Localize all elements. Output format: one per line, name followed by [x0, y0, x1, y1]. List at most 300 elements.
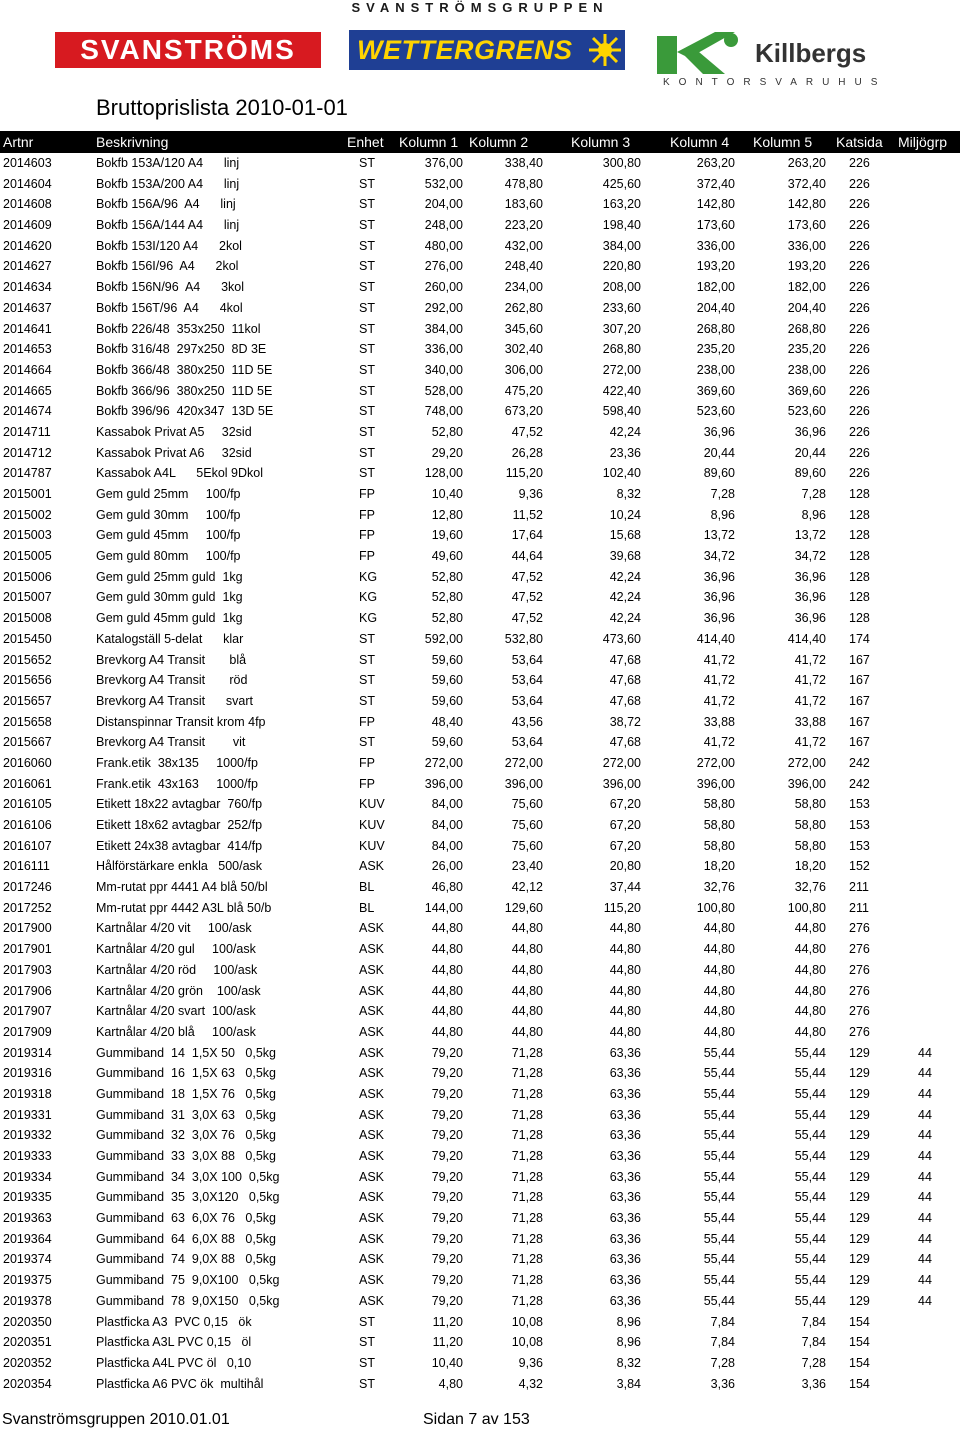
header-beskrivning: Beskrivning [96, 134, 169, 150]
cell-kolumn-1: 19,60 [431, 528, 463, 543]
table-row [0, 774, 960, 795]
cell-kolumn-3: 47,68 [609, 735, 641, 750]
cell-kolumn-3: 20,80 [609, 859, 641, 874]
cell-katsida: 276 [849, 962, 870, 977]
cell-kolumn-3: 63,36 [609, 1190, 641, 1205]
cell-artnr: 2015002 [3, 507, 52, 522]
table-row [0, 360, 960, 381]
cell-kolumn-2: 53,64 [511, 673, 543, 688]
cell-enhet: ASK [359, 1211, 385, 1226]
cell-beskrivning: Gummiband 78 9,0X150 0,5kg [96, 1293, 280, 1308]
cell-enhet: ST [359, 259, 375, 274]
cell-artnr: 2014641 [3, 321, 52, 336]
cell-kolumn-2: 71,28 [511, 1086, 543, 1101]
cell-kolumn-1: 48,40 [431, 714, 463, 729]
cell-beskrivning: Etikett 24x38 avtagbar 414/fp [96, 838, 263, 853]
table-row [0, 918, 960, 939]
cell-enhet: FP [359, 755, 375, 770]
table-row [0, 339, 960, 360]
header-artnr: Artnr [3, 134, 34, 150]
table-header [0, 131, 960, 153]
cell-katsida: 129 [849, 1086, 870, 1101]
cell-beskrivning: Bokfb 153A/200 A4 linj [96, 176, 240, 191]
cell-beskrivning: Distanspinnar Transit krom 4fp [96, 714, 266, 729]
cell-kolumn-1: 46,80 [431, 880, 463, 895]
cell-kolumn-4: 58,80 [703, 818, 735, 832]
cell-kolumn-1: 528,00 [424, 383, 463, 398]
cell-kolumn-5: 372,40 [787, 176, 826, 191]
cell-artnr: 2014711 [3, 424, 51, 439]
cell-kolumn-5: 44,80 [794, 1004, 826, 1019]
cell-kolumn-3: 67,20 [609, 818, 641, 832]
cell-kolumn-2: 43,56 [511, 714, 543, 729]
cell-kolumn-4: 55,44 [703, 1231, 735, 1246]
cell-kolumn-1: 12,80 [431, 507, 463, 522]
cell-katsida: 167 [849, 673, 870, 688]
table-row [0, 712, 960, 733]
cell-beskrivning: Plastficka A4L PVC öl 0,10 [96, 1355, 252, 1370]
cell-kolumn-4: 523,60 [696, 404, 735, 419]
cell-kolumn-3: 44,80 [609, 921, 641, 936]
cell-kolumn-4: 3,36 [710, 1376, 735, 1391]
cell-katsida: 226 [849, 362, 870, 377]
table-row [0, 1001, 960, 1022]
cell-beskrivning: Kassabok A4L 5Ekol 9Dkol [96, 466, 263, 481]
cell-beskrivning: Mm-rutat ppr 4442 A3L blå 50/b [96, 900, 272, 915]
cell-kolumn-4: 41,72 [703, 673, 735, 688]
cell-katsida: 276 [849, 1004, 870, 1019]
cell-kolumn-4: 55,44 [703, 1190, 735, 1205]
cell-kolumn-1: 79,20 [431, 1107, 463, 1122]
cell-kolumn-5: 55,44 [794, 1231, 826, 1246]
cell-kolumn-4: 41,72 [703, 652, 735, 667]
cell-kolumn-5: 55,44 [794, 1211, 826, 1226]
table-row [0, 960, 960, 981]
cell-beskrivning: Gummiband 14 1,5X 50 0,5kg [96, 1045, 276, 1060]
cell-kolumn-2: 71,28 [511, 1045, 543, 1060]
cell-beskrivning: Brevkorg A4 Transit röd [96, 673, 248, 688]
cell-kolumn-2: 47,52 [511, 569, 543, 584]
cell-kolumn-4: 55,44 [703, 1149, 735, 1163]
cell-kolumn-3: 23,36 [609, 445, 641, 460]
cell-katsida: 154 [849, 1355, 870, 1370]
cell-katsida: 276 [849, 1024, 870, 1039]
cell-kolumn-4: 7,28 [710, 1355, 735, 1370]
cell-kolumn-5: 36,96 [794, 424, 826, 439]
cell-artnr: 2014674 [3, 404, 52, 419]
cell-katsida: 211 [849, 900, 869, 915]
header-kolumn-2: Kolumn 2 [469, 134, 529, 150]
cell-katsida: 129 [849, 1149, 870, 1163]
cell-artnr: 2019363 [3, 1211, 52, 1226]
cell-kolumn-1: 748,00 [424, 404, 463, 419]
cell-kolumn-1: 79,20 [431, 1211, 463, 1226]
cell-kolumn-4: 44,80 [703, 921, 735, 936]
cell-artnr: 2014609 [3, 218, 52, 233]
cell-kolumn-5: 41,72 [794, 652, 826, 667]
cell-beskrivning: Kartnålar 4/20 blå 100/ask [96, 1024, 256, 1039]
cell-kolumn-3: 67,20 [609, 797, 641, 812]
cell-miljogrp: 44 [918, 1128, 932, 1143]
cell-artnr: 2015006 [3, 569, 52, 584]
cell-kolumn-5: 238,00 [787, 362, 826, 377]
cell-kolumn-5: 55,44 [794, 1190, 826, 1205]
cell-artnr: 2019364 [3, 1231, 52, 1246]
cell-artnr: 2017900 [3, 921, 52, 936]
cell-kolumn-1: 26,00 [431, 859, 463, 874]
cell-enhet: ST [359, 1355, 375, 1370]
cell-kolumn-4: 44,80 [703, 942, 735, 957]
cell-kolumn-1: 79,20 [431, 1273, 463, 1288]
cell-kolumn-1: 204,00 [424, 197, 463, 212]
table-row [0, 1125, 960, 1146]
cell-kolumn-4: 193,20 [696, 259, 735, 274]
cell-miljogrp: 44 [918, 1231, 932, 1246]
cell-kolumn-4: 173,60 [696, 218, 735, 233]
cell-kolumn-3: 44,80 [609, 1004, 641, 1019]
cell-enhet: FP [359, 549, 375, 564]
cell-enhet: BL [359, 900, 375, 915]
cell-kolumn-3: 422,40 [602, 383, 641, 398]
cell-kolumn-5: 7,84 [801, 1314, 826, 1329]
cell-kolumn-4: 8,96 [710, 507, 735, 522]
cell-kolumn-3: 307,20 [602, 321, 641, 336]
cell-kolumn-2: 234,00 [504, 280, 543, 295]
cell-beskrivning: Gummiband 74 9,0X 88 0,5kg [96, 1252, 276, 1267]
cell-kolumn-4: 263,20 [696, 156, 735, 170]
table-row [0, 256, 960, 277]
cell-kolumn-5: 55,44 [794, 1149, 826, 1163]
cell-kolumn-3: 42,24 [609, 611, 641, 626]
cell-miljogrp: 44 [918, 1149, 932, 1163]
cell-enhet: ASK [359, 1004, 385, 1019]
cell-kolumn-5: 33,88 [794, 714, 826, 729]
cell-katsida: 226 [849, 404, 870, 419]
cell-katsida: 129 [849, 1231, 870, 1246]
cell-enhet: ST [359, 383, 375, 398]
cell-kolumn-2: 44,80 [511, 942, 543, 957]
cell-beskrivning: Katalogställ 5-delat klar [96, 631, 244, 646]
cell-kolumn-3: 8,32 [616, 487, 641, 501]
header-miljogrp: Miljögrp [898, 134, 948, 150]
table-row [0, 939, 960, 960]
cell-miljogrp: 44 [918, 1107, 932, 1122]
cell-katsida: 226 [849, 218, 870, 233]
cell-kolumn-5: 55,44 [794, 1252, 826, 1267]
cell-kolumn-2: 47,52 [511, 611, 543, 626]
cell-beskrivning: Kassabok Privat A6 32sid [96, 445, 252, 460]
cell-kolumn-5: 36,96 [794, 611, 826, 626]
cell-kolumn-4: 55,44 [703, 1107, 735, 1122]
cell-kolumn-5: 272,00 [787, 755, 826, 770]
cell-kolumn-2: 71,28 [511, 1293, 543, 1308]
cell-kolumn-1: 79,20 [431, 1252, 463, 1267]
cell-kolumn-2: 396,00 [504, 776, 543, 791]
cell-beskrivning: Bokfb 366/48 380x250 11D 5E [96, 362, 273, 377]
cell-miljogrp: 44 [918, 1045, 932, 1060]
cell-kolumn-3: 44,80 [609, 1024, 641, 1039]
cell-enhet: ST [359, 176, 375, 191]
cell-kolumn-5: 263,20 [787, 156, 826, 170]
cell-kolumn-3: 300,80 [602, 156, 641, 170]
cell-enhet: ASK [359, 1231, 385, 1246]
cell-beskrivning: Mm-rutat ppr 4441 A4 blå 50/bl [96, 880, 268, 895]
cell-enhet: FP [359, 776, 375, 791]
cell-katsida: 129 [849, 1293, 870, 1308]
cell-artnr: 2020354 [3, 1376, 52, 1391]
cell-kolumn-3: 8,96 [616, 1335, 641, 1350]
footer-page-number: Sidan 7 av 153 [423, 1411, 530, 1428]
cell-enhet: ST [359, 693, 375, 708]
cell-artnr: 2014712 [3, 445, 52, 460]
cell-katsida: 154 [849, 1335, 870, 1350]
cell-kolumn-5: 414,40 [787, 631, 826, 646]
cell-beskrivning: Gem guld 45mm 100/fp [96, 528, 241, 543]
cell-kolumn-3: 47,68 [609, 652, 641, 667]
cell-kolumn-4: 33,88 [703, 714, 735, 729]
cell-artnr: 2020351 [3, 1335, 52, 1350]
cell-artnr: 2019334 [3, 1169, 52, 1184]
cell-enhet: FP [359, 528, 375, 543]
cell-beskrivning: Bokfb 153A/120 A4 linj [96, 156, 240, 170]
cell-beskrivning: Kartnålar 4/20 gul 100/ask [96, 942, 256, 957]
cell-kolumn-1: 52,80 [431, 611, 463, 626]
table-row [0, 194, 960, 215]
killbergs-logo-subtitle: KONTORSVARUHUS [663, 77, 887, 88]
sun-icon [587, 32, 623, 68]
cell-katsida: 128 [849, 487, 870, 501]
cell-kolumn-5: 55,44 [794, 1128, 826, 1143]
table-row [0, 1374, 960, 1395]
cell-katsida: 129 [849, 1045, 870, 1060]
cell-katsida: 226 [849, 383, 870, 398]
cell-artnr: 2017246 [3, 880, 52, 895]
cell-kolumn-1: 29,20 [431, 445, 463, 460]
cell-katsida: 226 [849, 342, 870, 357]
table-row [0, 1249, 960, 1270]
cell-beskrivning: Bokfb 226/48 353x250 11kol [96, 321, 261, 336]
cell-kolumn-5: 8,96 [801, 507, 826, 522]
cell-katsida: 226 [849, 321, 870, 336]
cell-kolumn-1: 248,00 [424, 218, 463, 233]
cell-kolumn-3: 63,36 [609, 1066, 641, 1081]
cell-enhet: ST [359, 1314, 375, 1329]
cell-katsida: 129 [849, 1066, 870, 1081]
cell-beskrivning: Bokfb 156T/96 A4 4kol [96, 300, 243, 315]
cell-kolumn-3: 208,00 [602, 280, 641, 295]
cell-kolumn-2: 71,28 [511, 1128, 543, 1143]
cell-kolumn-2: 53,64 [511, 693, 543, 708]
cell-kolumn-2: 26,28 [511, 445, 543, 460]
cell-kolumn-3: 220,80 [602, 259, 641, 274]
cell-beskrivning: Gem guld 30mm 100/fp [96, 507, 241, 522]
cell-enhet: ASK [359, 1252, 385, 1267]
header-katsida: Katsida [836, 134, 883, 150]
cell-beskrivning: Gummiband 75 9,0X100 0,5kg [96, 1273, 280, 1288]
cell-kolumn-3: 63,36 [609, 1086, 641, 1101]
cell-kolumn-4: 44,80 [703, 1024, 735, 1039]
cell-kolumn-2: 272,00 [504, 755, 543, 770]
cell-kolumn-1: 79,20 [431, 1086, 463, 1101]
cell-kolumn-3: 63,36 [609, 1293, 641, 1308]
cell-katsida: 226 [849, 466, 870, 481]
cell-artnr: 2017909 [3, 1024, 52, 1039]
cell-kolumn-1: 84,00 [431, 797, 463, 812]
cell-beskrivning: Gem guld 80mm 100/fp [96, 549, 241, 564]
table-row [0, 836, 960, 857]
cell-kolumn-3: 42,24 [609, 569, 641, 584]
cell-kolumn-2: 673,20 [504, 404, 543, 419]
cell-kolumn-4: 44,80 [703, 962, 735, 977]
cell-kolumn-1: 84,00 [431, 838, 463, 853]
cell-enhet: ST [359, 1335, 375, 1350]
cell-kolumn-3: 63,36 [609, 1231, 641, 1246]
cell-katsida: 211 [849, 880, 869, 895]
cell-kolumn-1: 44,80 [431, 983, 463, 998]
cell-katsida: 276 [849, 921, 870, 936]
cell-katsida: 153 [849, 818, 870, 832]
cell-kolumn-3: 44,80 [609, 962, 641, 977]
cell-katsida: 226 [849, 238, 870, 253]
cell-kolumn-4: 372,40 [696, 176, 735, 191]
table-row [0, 1291, 960, 1312]
table-row [0, 1312, 960, 1333]
cell-artnr: 2014664 [3, 362, 52, 377]
table-row [0, 1187, 960, 1208]
cell-kolumn-2: 53,64 [511, 652, 543, 667]
cell-kolumn-1: 79,20 [431, 1149, 463, 1163]
cell-enhet: ST [359, 300, 375, 315]
cell-kolumn-5: 204,40 [787, 300, 826, 315]
table-row [0, 153, 960, 174]
cell-kolumn-4: 36,96 [703, 424, 735, 439]
cell-kolumn-1: 59,60 [431, 735, 463, 750]
cell-artnr: 2014627 [3, 259, 52, 274]
table-row [0, 877, 960, 898]
cell-enhet: KG [359, 611, 378, 626]
cell-kolumn-2: 47,52 [511, 424, 543, 439]
table-row [0, 1105, 960, 1126]
table-row [0, 856, 960, 877]
cell-katsida: 129 [849, 1211, 870, 1226]
cell-beskrivning: Etikett 18x22 avtagbar 760/fp [96, 797, 263, 812]
cell-beskrivning: Plastficka A3L PVC 0,15 öl [96, 1335, 252, 1350]
cell-beskrivning: Kartnålar 4/20 svart 100/ask [96, 1004, 256, 1019]
cell-kolumn-1: 272,00 [424, 755, 463, 770]
table-row [0, 608, 960, 629]
table-row [0, 277, 960, 298]
cell-artnr: 2017901 [3, 942, 52, 957]
table-row [0, 1332, 960, 1353]
cell-kolumn-5: 41,72 [794, 693, 826, 708]
cell-katsida: 226 [849, 445, 870, 460]
cell-kolumn-2: 532,80 [504, 631, 543, 646]
cell-kolumn-4: 414,40 [696, 631, 735, 646]
cell-kolumn-5: 142,80 [787, 197, 826, 212]
cell-kolumn-4: 369,60 [696, 383, 735, 398]
cell-enhet: ASK [359, 859, 385, 874]
cell-kolumn-3: 102,40 [602, 466, 641, 481]
cell-enhet: ST [359, 735, 375, 750]
table-row [0, 236, 960, 257]
wettergrens-logo [349, 30, 625, 70]
cell-artnr: 2015001 [3, 487, 52, 501]
cell-katsida: 154 [849, 1314, 870, 1329]
cell-kolumn-2: 338,40 [504, 156, 543, 170]
group-name: SVANSTRÖMSGRUPPEN [351, 0, 609, 15]
cell-artnr: 2015656 [3, 673, 52, 688]
cell-beskrivning: Gummiband 63 6,0X 76 0,5kg [96, 1211, 276, 1226]
cell-kolumn-2: 10,08 [511, 1335, 543, 1350]
header-kolumn-4: Kolumn 4 [670, 134, 730, 150]
cell-kolumn-3: 47,68 [609, 693, 641, 708]
cell-kolumn-2: 10,08 [511, 1314, 543, 1329]
cell-katsida: 128 [849, 549, 870, 564]
table-row [0, 215, 960, 236]
cell-enhet: ASK [359, 962, 385, 977]
cell-miljogrp: 44 [918, 1273, 932, 1288]
cell-kolumn-1: 292,00 [424, 300, 463, 315]
cell-kolumn-4: 18,20 [703, 859, 735, 874]
cell-artnr: 2014634 [3, 280, 52, 295]
cell-artnr: 2016107 [3, 838, 52, 853]
cell-beskrivning: Gummiband 16 1,5X 63 0,5kg [96, 1066, 276, 1081]
cell-kolumn-4: 55,44 [703, 1273, 735, 1288]
cell-beskrivning: Bokfb 156I/96 A4 2kol [96, 259, 239, 274]
cell-enhet: ST [359, 1376, 375, 1391]
cell-kolumn-4: 7,84 [710, 1335, 735, 1350]
table-row [0, 443, 960, 464]
cell-kolumn-3: 63,36 [609, 1149, 641, 1163]
cell-kolumn-2: 23,40 [511, 859, 543, 874]
cell-miljogrp: 44 [918, 1066, 932, 1081]
cell-beskrivning: Bokfb 396/96 420x347 13D 5E [96, 404, 274, 419]
cell-kolumn-3: 47,68 [609, 673, 641, 688]
cell-beskrivning: Frank.etik 38x135 1000/fp [96, 755, 258, 770]
cell-kolumn-2: 4,32 [518, 1376, 543, 1391]
cell-artnr: 2020352 [3, 1355, 52, 1370]
cell-kolumn-1: 59,60 [431, 673, 463, 688]
svanstroms-logo [55, 32, 321, 68]
cell-katsida: 226 [849, 280, 870, 295]
cell-kolumn-1: 336,00 [424, 342, 463, 357]
cell-kolumn-3: 63,36 [609, 1169, 641, 1184]
cell-kolumn-5: 336,00 [787, 238, 826, 253]
cell-kolumn-3: 268,80 [602, 342, 641, 357]
page-title: Bruttoprislista 2010-01-01 [96, 95, 348, 120]
cell-kolumn-5: 182,00 [787, 280, 826, 295]
cell-kolumn-5: 55,44 [794, 1066, 826, 1081]
cell-kolumn-4: 55,44 [703, 1169, 735, 1184]
cell-kolumn-2: 44,80 [511, 1024, 543, 1039]
cell-kolumn-3: 39,68 [609, 549, 641, 564]
cell-kolumn-1: 44,80 [431, 942, 463, 957]
cell-beskrivning: Hålförstärkare enkla 500/ask [96, 859, 263, 874]
footer-company-date: Svanströmsgruppen 2010.01.01 [2, 1411, 230, 1428]
cell-katsida: 276 [849, 942, 870, 957]
cell-kolumn-1: 52,80 [431, 590, 463, 605]
cell-kolumn-1: 384,00 [424, 321, 463, 336]
cell-enhet: ST [359, 321, 375, 336]
cell-artnr: 2017907 [3, 1004, 52, 1019]
cell-kolumn-2: 9,36 [518, 1355, 543, 1370]
table-row [0, 525, 960, 546]
cell-artnr: 2016106 [3, 818, 52, 832]
cell-enhet: ASK [359, 1128, 385, 1143]
cell-enhet: ASK [359, 1066, 385, 1081]
cell-beskrivning: Gem guld 45mm guld 1kg [96, 611, 243, 626]
cell-beskrivning: Kartnålar 4/20 grön 100/ask [96, 983, 261, 998]
